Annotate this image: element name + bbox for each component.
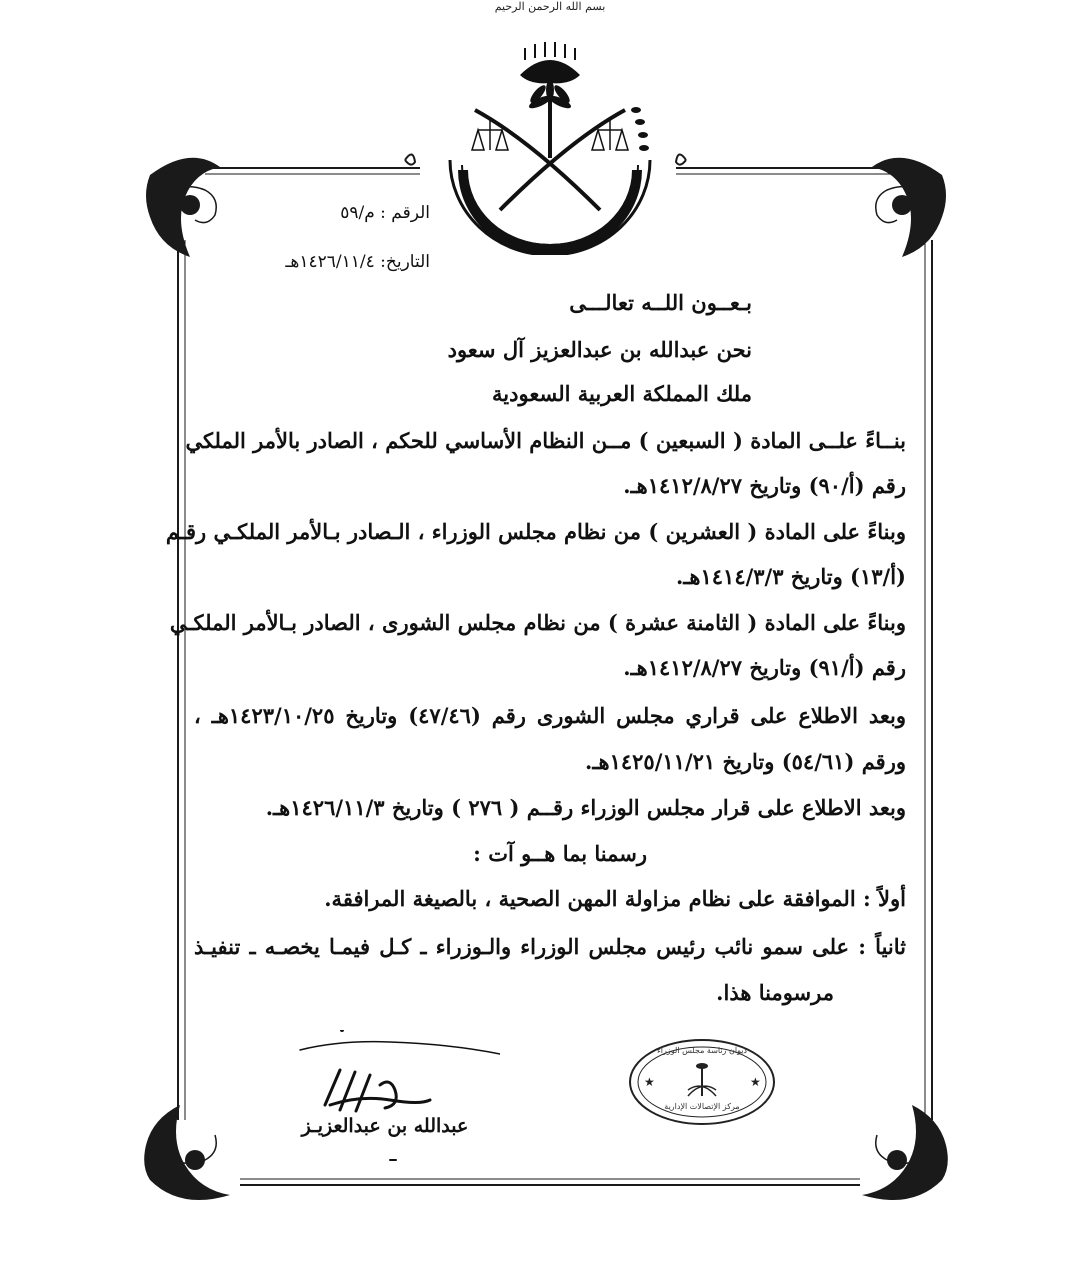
invocation-line: بـعــون اللــه تعالـــى bbox=[569, 290, 752, 315]
body-line-10: رسمنا بما هــو آت : bbox=[473, 841, 647, 866]
signatory-name: عبدالله بن عبدالعزيـز bbox=[301, 1115, 469, 1137]
decree-number: الرقم : م/٥٩ bbox=[340, 203, 430, 223]
body-line-12: ثانياً : على سمو نائب رئيس مجلس الوزراء والـوزراء ـ كـل فيمـا يخصـه ـ تنفيـذ bbox=[194, 934, 906, 959]
basmala-header: بسم الله الرحمن الرحيم bbox=[494, 0, 606, 13]
body-line-13: مرسومنا هذا. bbox=[716, 980, 834, 1005]
corner-ornament-bottom-right bbox=[862, 1105, 948, 1200]
body-line-1: بنــاءً علــى المادة ( السبعين ) مــن النظام الأساسي للحكم ، الصادر بالأمر الملكي bbox=[185, 428, 906, 453]
stamp-top-text: ديوان رئاسة مجلس الوزراء bbox=[657, 1046, 747, 1055]
corner-ornament-bottom-left bbox=[144, 1105, 230, 1200]
svg-text:★: ★ bbox=[644, 1075, 655, 1089]
king-name-line: نحن عبدالله بن عبدالعزيز آل سعود bbox=[447, 337, 752, 362]
body-line-4: (أ/١٣) وتاريخ ١٤١٤/٣/٣هـ. bbox=[675, 564, 906, 589]
svg-text:★: ★ bbox=[750, 1075, 761, 1089]
body-line-7: وبعد الاطلاع على قراري مجلس الشورى رقم (٤٧/٤٦) وتاريخ ١٤٢٣/١٠/٢٥هـ ، bbox=[194, 703, 906, 728]
royal-emblem bbox=[440, 40, 660, 255]
stamp-bottom-text: مركز الإتصالات الإدارية bbox=[664, 1102, 740, 1111]
royal-signature bbox=[280, 1030, 500, 1170]
body-line-2: رقم (أ/٩٠) وتاريخ ١٤١٢/٨/٢٧هـ. bbox=[623, 473, 906, 498]
decree-date: التاريخ: ١٤٢٦/١١/٤هـ bbox=[285, 252, 430, 272]
body-line-9: وبعد الاطلاع على قرار مجلس الوزراء رقــم ( ٢٧٦ ) وتاريخ ١٤٢٦/١١/٣هـ. bbox=[265, 795, 906, 820]
body-line-11: أولاً : الموافقة على نظام مزاولة المهن الصحية ، بالصيغة المرافقة. bbox=[324, 886, 906, 911]
body-line-5: وبناءً على المادة ( الثامنة عشرة ) من نظام مجلس الشورى ، الصادر بـالأمر الملكـي bbox=[169, 610, 906, 635]
body-line-3: وبناءً على المادة ( العشرين ) من نظام مجلس الوزراء ، الـصادر بـالأمر الملكـي رقـم bbox=[165, 519, 906, 544]
body-line-8: ورقم (٥٤/٦١) وتاريخ ١٤٢٥/١١/٢١هـ. bbox=[585, 749, 906, 774]
king-title-line: ملك المملكة العربية السعودية bbox=[492, 381, 752, 406]
body-line-6: رقم (أ/٩١) وتاريخ ١٤١٢/٨/٢٧هـ. bbox=[623, 655, 906, 680]
